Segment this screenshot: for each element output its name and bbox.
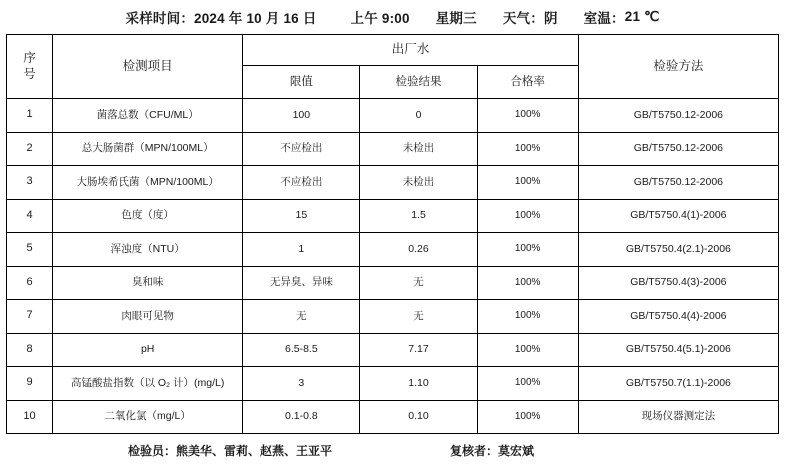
cell-no: 7 <box>7 300 53 334</box>
column-header-rate: 合格率 <box>477 66 578 99</box>
table-row <box>7 300 779 334</box>
cell-result: 无 <box>360 300 477 334</box>
cell-limit: 3 <box>243 367 360 401</box>
cell-rate: 100% <box>477 132 578 166</box>
sample-time-label: 采样时间： <box>125 11 195 26</box>
cell-result: 1.10 <box>360 367 477 401</box>
cell-result: 0.26 <box>360 233 477 267</box>
cell-result: 7.17 <box>360 333 477 367</box>
report-header <box>0 0 785 34</box>
table-row <box>7 400 779 434</box>
cell-result: 1.5 <box>360 199 477 233</box>
cell-item: 菌落总数（CFU/ML） <box>53 99 243 133</box>
cell-limit: 6.5-8.5 <box>243 333 360 367</box>
cell-limit: 0.1-0.8 <box>243 400 360 434</box>
inspectors-label: 检验员： <box>128 443 177 458</box>
cell-method: GB/T5750.4(3)-2006 <box>578 266 778 300</box>
weekday-value: 星期三 <box>435 11 477 26</box>
cell-no: 1 <box>7 99 53 133</box>
cell-no: 9 <box>7 367 53 401</box>
reviewer-value: 莫宏斌 <box>498 443 535 458</box>
cell-result: 无 <box>360 266 477 300</box>
column-header-no-line1: 序 <box>23 50 36 65</box>
cell-rate: 100% <box>477 166 578 200</box>
column-header-no <box>7 35 53 99</box>
room-temp-label: 室温： <box>583 11 625 26</box>
column-header-item: 检测项目 <box>53 35 243 99</box>
cell-method: GB/T5750.7(1.1)-2006 <box>578 367 778 401</box>
cell-rate: 100% <box>477 367 578 401</box>
cell-limit: 不应检出 <box>243 166 360 200</box>
weather-value: 阴 <box>543 11 558 26</box>
cell-limit: 15 <box>243 199 360 233</box>
table-row <box>7 367 779 401</box>
cell-item: 色度（度） <box>53 199 243 233</box>
column-header-no-line2: 号 <box>23 66 36 81</box>
cell-result: 0 <box>360 99 477 133</box>
cell-method: GB/T5750.4(2.1)-2006 <box>578 233 778 267</box>
cell-item: 二氧化氯（mg/L） <box>53 400 243 434</box>
cell-method: GB/T5750.4(5.1)-2006 <box>578 333 778 367</box>
cell-limit: 无 <box>243 300 360 334</box>
column-header-group: 出厂水 <box>243 35 578 66</box>
cell-limit: 不应检出 <box>243 132 360 166</box>
cell-no: 4 <box>7 199 53 233</box>
cell-item: 浑浊度（NTU） <box>53 233 243 267</box>
cell-item: 臭和味 <box>53 266 243 300</box>
table-row <box>7 233 779 267</box>
column-header-result: 检验结果 <box>360 66 477 99</box>
cell-item: 总大肠菌群（MPN/100ML） <box>53 132 243 166</box>
cell-method: GB/T5750.12-2006 <box>578 166 778 200</box>
column-header-method: 检验方法 <box>578 35 778 99</box>
cell-rate: 100% <box>477 99 578 133</box>
cell-no: 10 <box>7 400 53 434</box>
table-row <box>7 99 779 133</box>
table-row <box>7 333 779 367</box>
cell-limit: 100 <box>243 99 360 133</box>
cell-method: GB/T5750.4(4)-2006 <box>578 300 778 334</box>
cell-result: 未检出 <box>360 132 477 166</box>
cell-no: 5 <box>7 233 53 267</box>
cell-method: 现场仪器测定法 <box>578 400 778 434</box>
water-quality-table <box>6 34 779 434</box>
inspectors-value: 熊美华、雷莉、赵燕、王亚平 <box>176 443 333 458</box>
cell-method: GB/T5750.12-2006 <box>578 132 778 166</box>
reviewer-label: 复核者： <box>450 443 499 458</box>
cell-limit: 1 <box>243 233 360 267</box>
cell-limit: 无异臭、异味 <box>243 266 360 300</box>
report-table-wrapper <box>6 34 779 434</box>
room-temp-value: 21 ℃ <box>624 9 660 24</box>
table-row <box>7 166 779 200</box>
cell-no: 3 <box>7 166 53 200</box>
column-header-limit: 限值 <box>243 66 360 99</box>
cell-rate: 100% <box>477 400 578 434</box>
table-header <box>7 35 779 99</box>
report-footer <box>0 434 785 466</box>
cell-result: 0.10 <box>360 400 477 434</box>
cell-no: 6 <box>7 266 53 300</box>
table-row <box>7 266 779 300</box>
cell-item: 大肠埃希氏菌（MPN/100ML） <box>53 166 243 200</box>
cell-item: 高锰酸盐指数（以 O₂ 计）(mg/L) <box>53 367 243 401</box>
table-row <box>7 199 779 233</box>
time-period-value: 上午 9:00 <box>350 11 410 26</box>
cell-rate: 100% <box>477 333 578 367</box>
weather-label: 天气： <box>502 11 544 26</box>
table-body <box>7 99 779 434</box>
cell-item: pH <box>53 333 243 367</box>
cell-item: 肉眼可见物 <box>53 300 243 334</box>
cell-result: 未检出 <box>360 166 477 200</box>
cell-method: GB/T5750.12-2006 <box>578 99 778 133</box>
cell-no: 2 <box>7 132 53 166</box>
cell-method: GB/T5750.4(1)-2006 <box>578 199 778 233</box>
cell-no: 8 <box>7 333 53 367</box>
cell-rate: 100% <box>477 233 578 267</box>
table-row <box>7 132 779 166</box>
cell-rate: 100% <box>477 300 578 334</box>
cell-rate: 100% <box>477 266 578 300</box>
sample-date-value: 2024 年 10 月 16 日 <box>194 11 317 26</box>
cell-rate: 100% <box>477 199 578 233</box>
table-header-row-1 <box>7 35 779 66</box>
